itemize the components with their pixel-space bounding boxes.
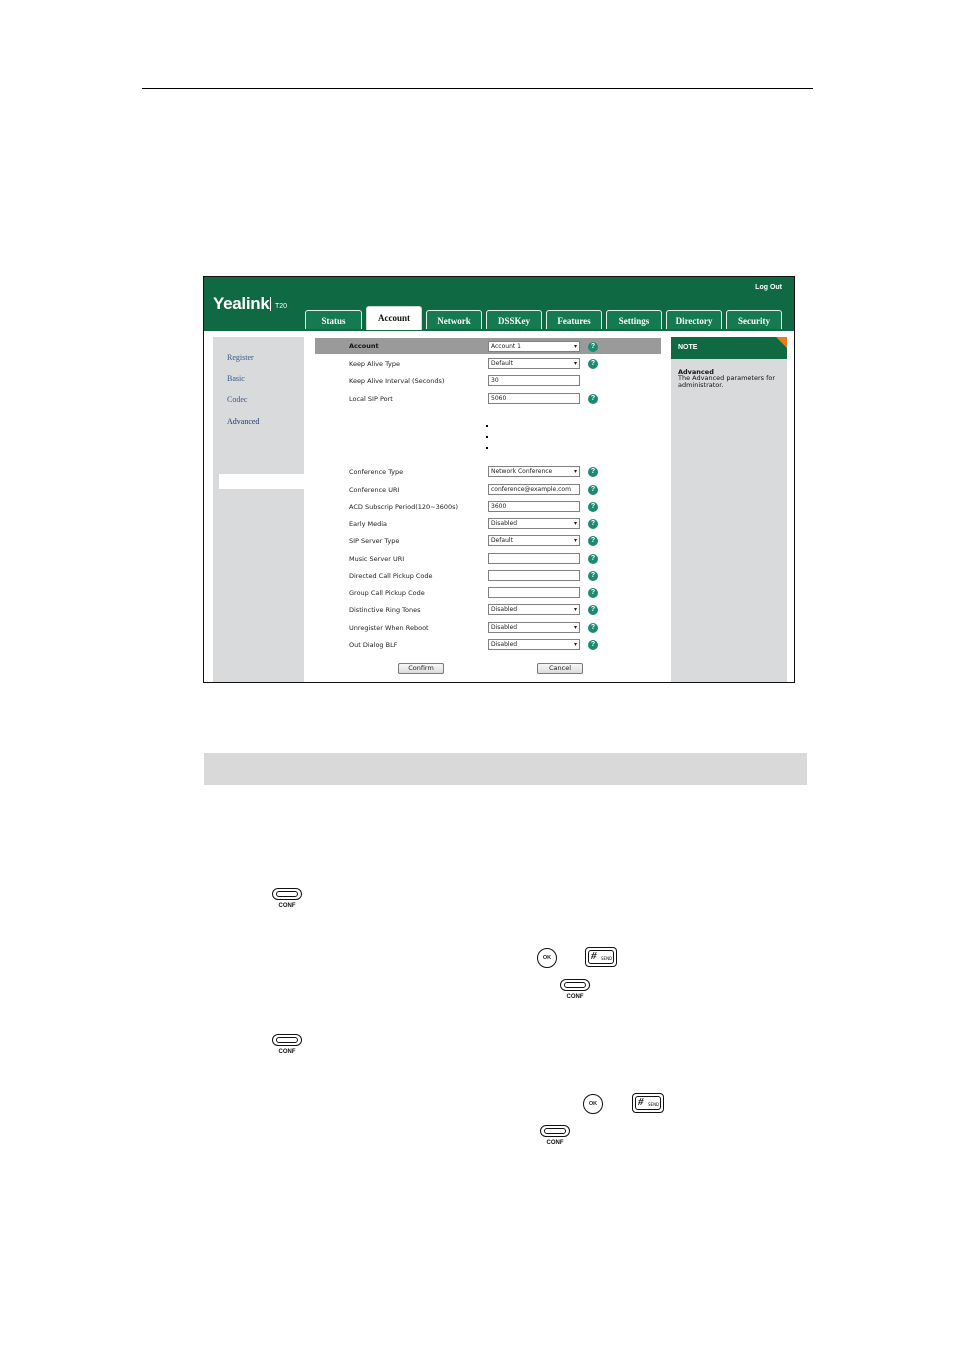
field-label: Keep Alive Type [349, 360, 401, 368]
note-text: The Advanced parameters for administrator. [678, 374, 776, 389]
help-icon[interactable]: ? [588, 554, 598, 564]
key-label: CONF [278, 903, 296, 909]
hash-sub-label: SEND [648, 1102, 660, 1107]
unregister-when-reboot-select[interactable]: Disabled ▾ [488, 622, 580, 633]
account-select[interactable]: Account 1 ▾ [488, 341, 580, 352]
phone-model: T20 [275, 303, 288, 310]
hash-glyph: # [638, 1096, 644, 1108]
sidebar-selected-highlight [219, 474, 313, 489]
key-cap [272, 888, 302, 900]
sidebar-item-advanced[interactable]: Advanced [227, 417, 260, 426]
field-label: Keep Alive Interval (Seconds) [349, 377, 445, 385]
key-label: CONF [546, 1140, 564, 1146]
field-label: Group Call Pickup Code [349, 589, 425, 597]
note-panel [671, 337, 787, 682]
field-label: Music Server URI [349, 555, 405, 563]
web-ui-screenshot [203, 276, 795, 683]
help-icon[interactable]: ? [588, 623, 598, 633]
tab-account[interactable]: Account [366, 306, 422, 330]
hash-glyph: # [591, 950, 597, 962]
help-icon[interactable]: ? [588, 640, 598, 650]
key-cap [560, 979, 590, 991]
conference-type-select[interactable]: Network Conference ▾ [488, 466, 580, 477]
note-title: Advanced [678, 368, 714, 376]
key-label: CONF [566, 994, 584, 1000]
field-label: Directed Call Pickup Code [349, 572, 433, 580]
hash-send-key-icon [632, 1093, 664, 1113]
brand-logo: Yealink [213, 294, 270, 313]
field-label: SIP Server Type [349, 537, 400, 545]
key-cap [272, 1034, 302, 1046]
key-label: CONF [278, 1049, 296, 1055]
field-label: Out Dialog BLF [349, 641, 398, 649]
local-sip-port-input[interactable]: 5060 [488, 393, 580, 404]
help-icon[interactable]: ? [588, 394, 598, 404]
field-label: Distinctive Ring Tones [349, 606, 421, 614]
field-label: Local SIP Port [349, 395, 393, 403]
tab-dsskey[interactable]: DSSKey [486, 310, 542, 329]
shaded-table-bar [204, 753, 807, 785]
logout-link[interactable]: Log Out [755, 284, 782, 291]
advanced-settings-form [314, 337, 664, 682]
distinctive-ring-tones-select[interactable]: Disabled ▾ [488, 604, 580, 615]
field-label: Account [349, 342, 379, 350]
tab-directory[interactable]: Directory [666, 310, 722, 329]
conference-uri-input[interactable]: conference@example.com [488, 484, 580, 495]
ok-key-icon: OK [583, 1094, 603, 1114]
keep-alive-interval-input[interactable]: 30 [488, 375, 580, 386]
sidebar-item-register[interactable]: Register [227, 353, 254, 362]
field-label: Unregister When Reboot [349, 624, 429, 632]
key-cap [540, 1125, 570, 1137]
tab-features[interactable]: Features [546, 310, 602, 329]
help-icon[interactable]: ? [588, 342, 598, 352]
group-pickup-code-input[interactable] [488, 587, 580, 598]
logo-divider [270, 297, 271, 311]
help-icon[interactable]: ? [588, 519, 598, 529]
hash-send-key-icon [585, 947, 617, 967]
page-header-rule [142, 88, 813, 89]
tab-security[interactable]: Security [726, 310, 782, 329]
help-icon[interactable]: ? [588, 571, 598, 581]
early-media-select[interactable]: Disabled ▾ [488, 518, 580, 529]
music-server-uri-input[interactable] [488, 553, 580, 564]
field-label: Conference Type [349, 468, 404, 476]
help-icon[interactable]: ? [588, 467, 598, 477]
help-icon[interactable]: ? [588, 502, 598, 512]
acd-subscribe-period-input[interactable]: 3600 [488, 501, 580, 512]
sidebar-item-codec[interactable]: Codec [227, 395, 248, 404]
help-icon[interactable]: ? [588, 536, 598, 546]
ellipsis-dot [486, 425, 488, 427]
sidebar [213, 337, 304, 682]
confirm-button[interactable]: Confirm [398, 663, 444, 674]
tab-settings[interactable]: Settings [606, 310, 662, 329]
field-label: Conference URI [349, 486, 400, 494]
ellipsis-dot [486, 447, 488, 449]
cancel-button[interactable]: Cancel [537, 663, 583, 674]
help-icon[interactable]: ? [588, 485, 598, 495]
field-label: Early Media [349, 520, 388, 528]
tab-network[interactable]: Network [426, 310, 482, 329]
directed-pickup-code-input[interactable] [488, 570, 580, 581]
note-header: NOTE [671, 337, 787, 359]
ellipsis-dot [486, 436, 488, 438]
out-dialog-blf-select[interactable]: Disabled ▾ [488, 639, 580, 650]
keep-alive-type-select[interactable]: Default ▾ [488, 358, 580, 369]
note-corner-fold [776, 337, 787, 348]
ok-key-icon: OK [537, 948, 557, 968]
top-banner [204, 277, 794, 331]
sidebar-item-basic[interactable]: Basic [227, 374, 245, 383]
help-icon[interactable]: ? [588, 359, 598, 369]
help-icon[interactable]: ? [588, 588, 598, 598]
field-label: ACD Subscrip Period(120~3600s) [349, 503, 459, 511]
hash-sub-label: SEND [601, 956, 613, 961]
tab-status[interactable]: Status [305, 310, 362, 329]
sip-server-type-select[interactable]: Default ▾ [488, 535, 580, 546]
help-icon[interactable]: ? [588, 605, 598, 615]
